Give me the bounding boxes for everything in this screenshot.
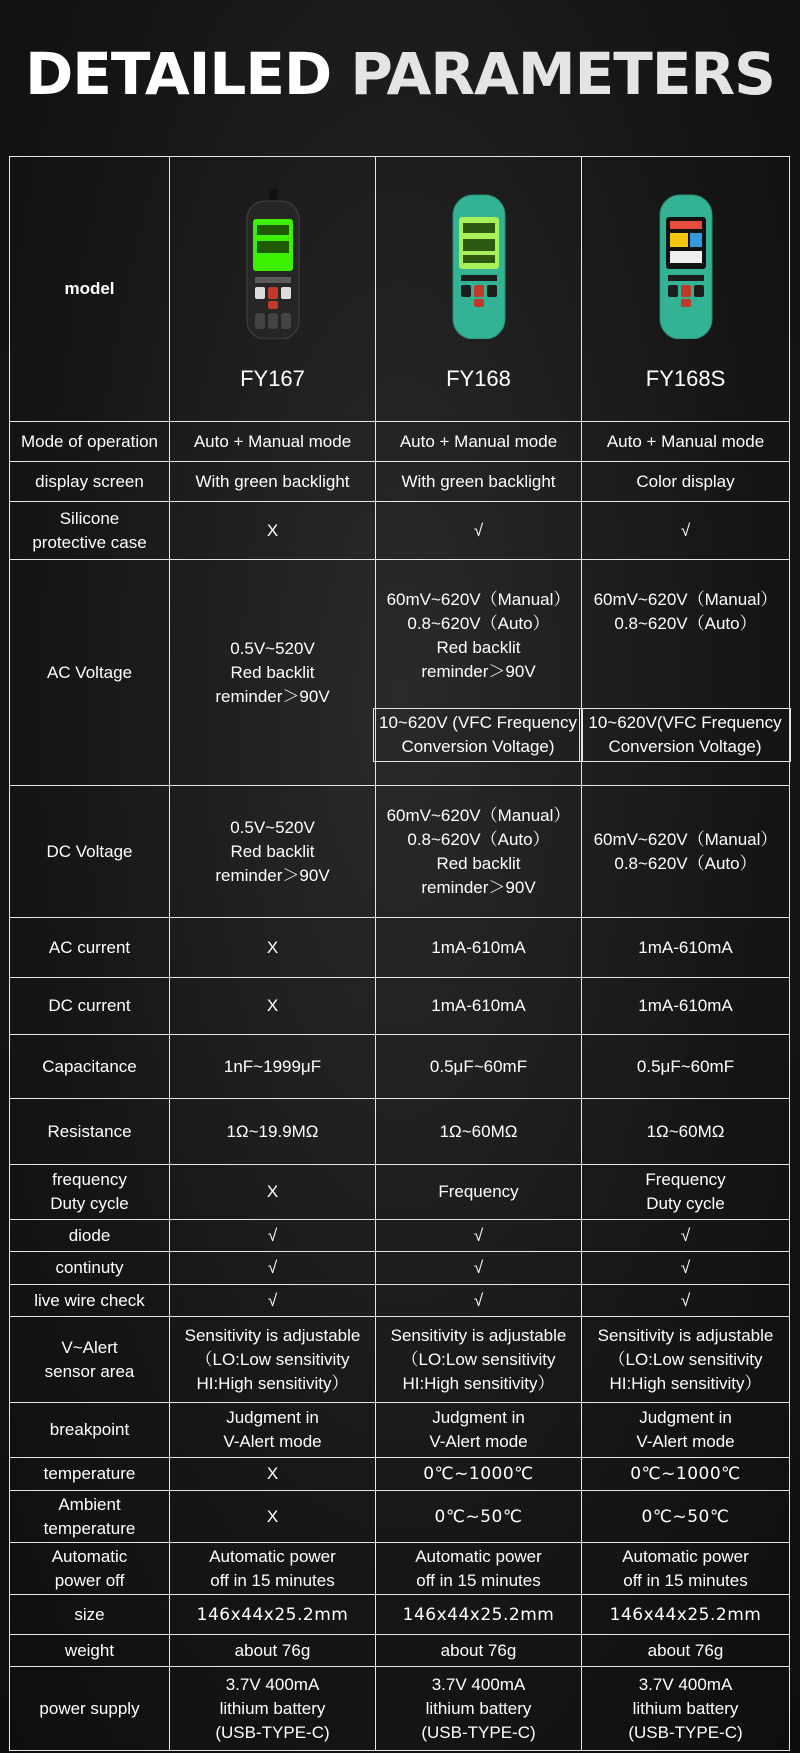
cell-value: √ <box>582 1285 790 1317</box>
ac-stack <box>376 584 581 761</box>
row-label: temperature <box>10 1458 170 1491</box>
cell-value: 1mA-610mA <box>582 978 790 1035</box>
cell-value: √ <box>376 1220 582 1252</box>
row-label: power supply <box>10 1667 170 1751</box>
vfc-value: 10~620V(VFC Frequency Conversion Voltage) <box>579 708 791 762</box>
cell-value: 0℃~50℃ <box>582 1491 790 1543</box>
cell-value: Sensitivity is adjustable （LO:Low sensitivity HI:High sensitivity） <box>376 1317 582 1403</box>
row-label: weight <box>10 1635 170 1667</box>
cell-value: Auto + Manual mode <box>170 422 376 462</box>
row-label: DC current <box>10 978 170 1035</box>
row-label: continuty <box>10 1252 170 1285</box>
cell-value: 0.5μF~60mF <box>582 1035 790 1099</box>
row-label: AC Voltage <box>10 560 170 786</box>
cell-value: Automatic power off in 15 minutes <box>582 1543 790 1595</box>
row-size <box>10 1595 790 1635</box>
cell-value: 1Ω~60MΩ <box>376 1099 582 1165</box>
cell-value: X <box>170 1458 376 1491</box>
row-label: diode <box>10 1220 170 1252</box>
cell-value: 146x44x25.2mm <box>582 1595 790 1635</box>
model-cell-fy168s <box>582 157 790 422</box>
model-row <box>10 157 790 422</box>
cell-value: Automatic power off in 15 minutes <box>376 1543 582 1595</box>
row-temperature <box>10 1458 790 1491</box>
cell-value: Judgment in V-Alert mode <box>376 1403 582 1458</box>
cell-value: Auto + Manual mode <box>376 422 582 462</box>
cell-value: Frequency Duty cycle <box>582 1165 790 1220</box>
row-label: Capacitance <box>10 1035 170 1099</box>
cell-value: 1nF~1999μF <box>170 1035 376 1099</box>
cell-value: √ <box>582 502 790 560</box>
row-mode <box>10 422 790 462</box>
title-word-1: DETAILED <box>25 40 332 108</box>
row-label: frequency Duty cycle <box>10 1165 170 1220</box>
cell-value: Sensitivity is adjustable （LO:Low sensitivity HI:High sensitivity） <box>170 1317 376 1403</box>
cell-value: X <box>170 918 376 978</box>
cell-value: about 76g <box>376 1635 582 1667</box>
cell-value: 60mV~620V（Manual） 0.8~620V（Auto） <box>582 786 790 918</box>
cell-value: √ <box>170 1220 376 1252</box>
model-cell-fy167 <box>170 157 376 422</box>
row-dc-current <box>10 978 790 1035</box>
cell-value: √ <box>376 1285 582 1317</box>
model-name: FY168 <box>446 366 511 391</box>
row-live-wire <box>10 1285 790 1317</box>
cell-value: 0℃~50℃ <box>376 1491 582 1543</box>
cell-value: Judgment in V-Alert mode <box>582 1403 790 1458</box>
row-label: V~Alert sensor area <box>10 1317 170 1403</box>
cell-value: X <box>170 1491 376 1543</box>
row-label: Resistance <box>10 1099 170 1165</box>
cell-value: Sensitivity is adjustable （LO:Low sensitivity HI:High sensitivity） <box>582 1317 790 1403</box>
cell-value: With green backlight <box>170 462 376 502</box>
page-title <box>0 40 800 108</box>
model-cell-fy168 <box>376 157 582 422</box>
cell-value: Color display <box>582 462 790 502</box>
cell-value: 60mV~620V（Manual） 0.8~620V（Auto） Red backlit reminder＞90V <box>376 786 582 918</box>
cell-value: 0℃~1000℃ <box>376 1458 582 1491</box>
cell-value: 1mA-610mA <box>376 978 582 1035</box>
row-label: Mode of operation <box>10 422 170 462</box>
row-resistance <box>10 1099 790 1165</box>
cell-value: 1Ω~19.9MΩ <box>170 1099 376 1165</box>
cell-value: 1Ω~60MΩ <box>582 1099 790 1165</box>
model-name: FY168S <box>645 366 726 391</box>
parameters-table <box>9 156 790 1751</box>
cell-value: about 76g <box>170 1635 376 1667</box>
row-display <box>10 462 790 502</box>
cell-value: 0.5V~520V Red backlit reminder＞90V <box>170 786 376 918</box>
cell-value: Frequency <box>376 1165 582 1220</box>
row-v-alert <box>10 1317 790 1403</box>
row-label: AC current <box>10 918 170 978</box>
cell-value: √ <box>170 1252 376 1285</box>
dark-pen-tester-icon <box>241 189 305 339</box>
ac-stack <box>582 584 789 761</box>
row-label: DC Voltage <box>10 786 170 918</box>
green-color-pen-tester-icon <box>654 189 718 339</box>
row-label: Automatic power off <box>10 1543 170 1595</box>
cell-value: about 76g <box>582 1635 790 1667</box>
cell-value: Judgment in V-Alert mode <box>170 1403 376 1458</box>
cell-value: 146x44x25.2mm <box>170 1595 376 1635</box>
row-capacitance <box>10 1035 790 1099</box>
cell-value: X <box>170 1165 376 1220</box>
row-continuity <box>10 1252 790 1285</box>
row-auto-power-off <box>10 1543 790 1595</box>
cell-value: 3.7V 400mA lithium battery (USB-TYPE-C) <box>170 1667 376 1751</box>
cell-value: 3.7V 400mA lithium battery (USB-TYPE-C) <box>376 1667 582 1751</box>
model-label: model <box>10 157 170 422</box>
green-pen-tester-icon <box>447 189 511 339</box>
cell-value: 3.7V 400mA lithium battery (USB-TYPE-C) <box>582 1667 790 1751</box>
cell-value: 60mV~620V（Manual） 0.8~620V（Auto） Red backlit reminder＞90V <box>386 590 571 681</box>
cell-value: 60mV~620V（Manual） 0.8~620V（Auto） <box>593 590 778 633</box>
cell-value: 0.5μF~60mF <box>376 1035 582 1099</box>
row-label: Ambient temperature <box>10 1491 170 1543</box>
row-breakpoint <box>10 1403 790 1458</box>
cell-value: Automatic power off in 15 minutes <box>170 1543 376 1595</box>
cell-value: 0℃~1000℃ <box>582 1458 790 1491</box>
cell-value: 1mA-610mA <box>582 918 790 978</box>
cell-value: √ <box>582 1252 790 1285</box>
model-name: FY167 <box>240 366 305 391</box>
cell-value: With green backlight <box>376 462 582 502</box>
title-word-2: PARAMETERS <box>350 40 775 108</box>
cell-ac-fy168s <box>582 560 790 786</box>
cell-value: X <box>170 978 376 1035</box>
row-label: display screen <box>10 462 170 502</box>
row-power-supply <box>10 1667 790 1751</box>
row-label: breakpoint <box>10 1403 170 1458</box>
cell-value: √ <box>170 1285 376 1317</box>
row-ac-voltage <box>10 560 790 786</box>
vfc-value: 10~620V (VFC Frequency Conversion Voltage) <box>373 708 583 762</box>
cell-value: Auto + Manual mode <box>582 422 790 462</box>
row-label: live wire check <box>10 1285 170 1317</box>
row-label: Silicone protective case <box>10 502 170 560</box>
cell-value: 1mA-610mA <box>376 918 582 978</box>
cell-value: √ <box>582 1220 790 1252</box>
row-label: size <box>10 1595 170 1635</box>
cell-value: 0.5V~520V Red backlit reminder＞90V <box>170 560 376 786</box>
cell-value: √ <box>376 1252 582 1285</box>
row-frequency <box>10 1165 790 1220</box>
row-case <box>10 502 790 560</box>
row-ac-current <box>10 918 790 978</box>
cell-value: X <box>170 502 376 560</box>
row-diode <box>10 1220 790 1252</box>
cell-value: 146x44x25.2mm <box>376 1595 582 1635</box>
row-ambient <box>10 1491 790 1543</box>
row-dc-voltage <box>10 786 790 918</box>
row-weight <box>10 1635 790 1667</box>
cell-ac-fy168 <box>376 560 582 786</box>
cell-value: √ <box>376 502 582 560</box>
